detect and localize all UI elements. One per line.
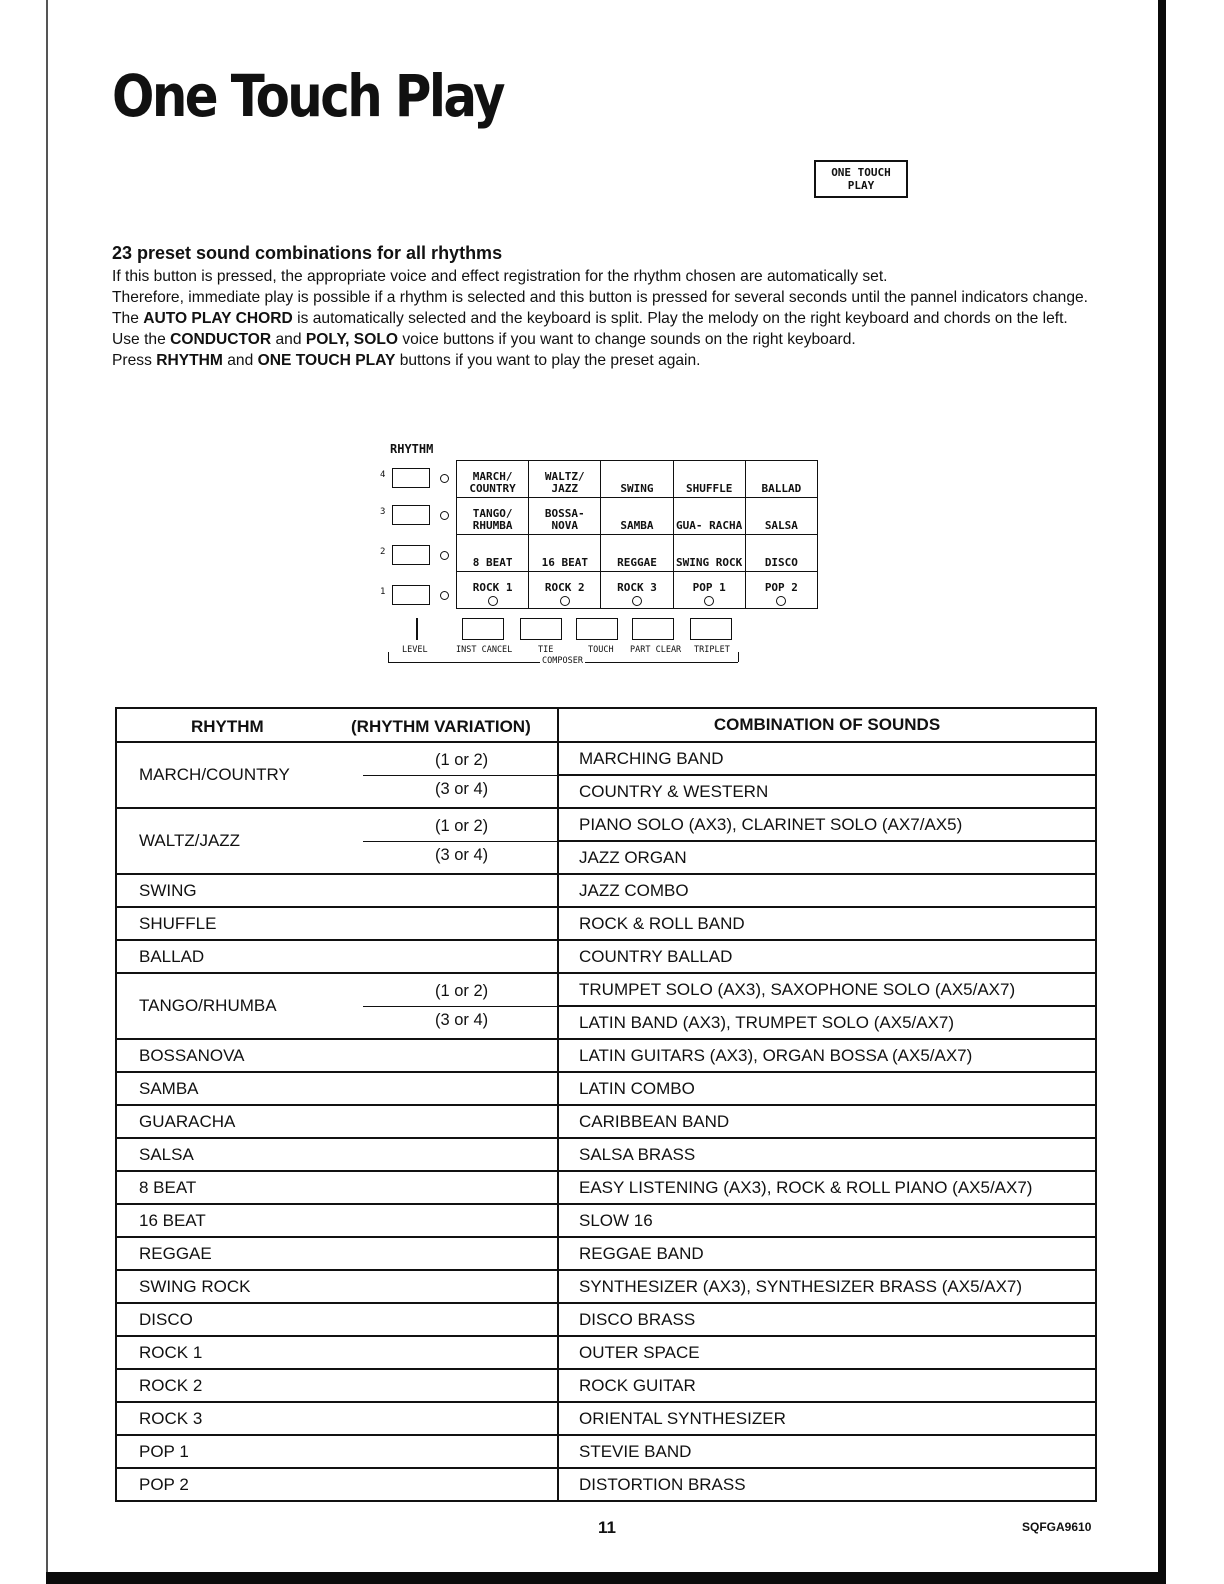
label-level: LEVEL: [402, 645, 428, 655]
rhythm-panel-diagram: [378, 440, 802, 670]
rhythm-cell: SWING ROCK: [673, 535, 745, 572]
table-row: [116, 1435, 1096, 1468]
rhythm-cell: SWING: [601, 461, 673, 498]
rhythm-name: GUARACHA: [139, 1111, 236, 1131]
sound-combination-cell: REGGAE BAND: [558, 1237, 1096, 1270]
led-indicator: [704, 596, 714, 606]
variation-divider: [363, 775, 557, 776]
rhythm-name: SWING: [139, 880, 197, 900]
rhythm-name: ROCK 1: [139, 1342, 203, 1362]
intro-paragraph: Therefore, immediate play is possible if a rhythm is selected and this button is pressed for several seconds until the pannel indicators change. The AUTO PLAY CHORD is automatically selected and the keyboard is split. Play the melody on the right keyboard and chords on the left.: [112, 289, 1088, 327]
page-edge-right: [1158, 0, 1166, 1584]
sound-combination-cell: DISCO BRASS: [558, 1303, 1096, 1336]
rhythm-cell: [116, 1072, 558, 1105]
rhythm-cell: SAMBA: [601, 498, 673, 535]
rhythm-name: 8 BEAT: [139, 1177, 197, 1197]
rhythm-name: POP 1: [139, 1441, 189, 1461]
rhythm-name: SAMBA: [139, 1078, 199, 1098]
rhythm-variation: (1 or 2): [435, 751, 489, 769]
sound-combination-cell: JAZZ ORGAN: [558, 841, 1096, 874]
panel-row-control: [378, 537, 456, 573]
composer-keys: [456, 618, 746, 644]
table-row: [116, 1105, 1096, 1138]
table-row: [116, 1171, 1096, 1204]
variation-divider: [363, 841, 557, 842]
rhythm-cell: [116, 1171, 558, 1204]
table-row: [116, 1303, 1096, 1336]
button-label-line-2: PLAY: [847, 179, 875, 192]
rhythm-variation: (3 or 4): [435, 846, 489, 864]
row-key: [392, 468, 430, 488]
variation-divider: [363, 1006, 557, 1007]
label-composer: COMPOSER: [542, 656, 583, 666]
sound-combination-cell: COUNTRY & WESTERN: [558, 775, 1096, 808]
table-row: [116, 742, 1096, 775]
composer-key: [576, 618, 618, 640]
rhythm-cell: BALLAD: [745, 461, 817, 498]
rhythm-name: ROCK 2: [139, 1375, 203, 1395]
table-row: [116, 1270, 1096, 1303]
intro-paragraph: Press RHYTHM and ONE TOUCH PLAY buttons if you want to play the preset again.: [112, 352, 701, 369]
rhythm-cell: [116, 874, 558, 907]
rhythm-cell: [116, 1435, 558, 1468]
rhythm-cell: [116, 1402, 558, 1435]
rhythm-name: TANGO/RHUMBA: [139, 996, 277, 1015]
rhythm-cell: [116, 1039, 558, 1072]
intro-paragraph: If this button is pressed, the appropriate voice and effect registration for the rhythm chosen are automatically set.: [112, 268, 888, 285]
sound-combination-cell: LATIN COMBO: [558, 1072, 1096, 1105]
rhythm-cell: [116, 907, 558, 940]
rhythm-cell: [116, 808, 558, 874]
table-row: [116, 874, 1096, 907]
sound-combination-cell: TRUMPET SOLO (AX3), SAXOPHONE SOLO (AX5/AX7): [558, 973, 1096, 1006]
sound-combination-cell: SALSA BRASS: [558, 1138, 1096, 1171]
rhythm-variation: (1 or 2): [435, 817, 489, 835]
rhythm-name: SALSA: [139, 1144, 194, 1164]
rhythm-name: BOSSANOVA: [139, 1045, 245, 1065]
row-indicator: [440, 551, 449, 560]
rhythm-cell: [116, 1270, 558, 1303]
table-row: [116, 907, 1096, 940]
led-indicator: [776, 596, 786, 606]
page-number: 11: [598, 1518, 616, 1537]
composer-key: [632, 618, 674, 640]
one-touch-play-button: [814, 160, 908, 198]
rhythm-name: MARCH/COUNTRY: [139, 765, 290, 784]
table-row: [116, 1072, 1096, 1105]
header-variation-label: (RHYTHM VARIATION): [351, 717, 531, 736]
table-row: [116, 1369, 1096, 1402]
rhythm-variation: (1 or 2): [435, 982, 489, 1000]
label-inst-cancel: INST CANCEL: [456, 645, 513, 655]
row-number: 4: [380, 470, 386, 480]
sound-combination-cell: ROCK GUITAR: [558, 1369, 1096, 1402]
header-rhythm-label: RHYTHM: [191, 717, 264, 736]
row-number: 2: [380, 547, 386, 557]
rhythm-cell: [116, 1138, 558, 1171]
rhythm-cell: [116, 1204, 558, 1237]
row-key: [392, 585, 430, 605]
row-number: 3: [380, 507, 386, 517]
row-key: [392, 505, 430, 525]
sound-combinations-table: [115, 707, 1097, 1502]
led-indicator: [488, 596, 498, 606]
header-combination: COMBINATION OF SOUNDS: [558, 708, 1096, 742]
rhythm-cell: 16 BEAT: [529, 535, 601, 572]
table-row: [116, 1237, 1096, 1270]
table-row: [116, 973, 1096, 1006]
page-edge-left: [46, 0, 48, 1584]
rhythm-cell: TANGO/ RHUMBA: [457, 498, 529, 535]
rhythm-cell: [116, 1303, 558, 1336]
rhythm-cell: POP 1: [673, 572, 745, 609]
button-label-line-1: ONE TOUCH: [831, 166, 891, 179]
rhythm-name: POP 2: [139, 1474, 189, 1494]
section-heading: 23 preset sound combinations for all rhythms: [112, 243, 503, 263]
rhythm-name: BALLAD: [139, 946, 205, 966]
row-indicator: [440, 511, 449, 520]
label-part-clear: PART CLEAR: [630, 645, 682, 655]
rhythm-cell: WALTZ/ JAZZ: [529, 461, 601, 498]
rhythm-cell: ROCK 3: [601, 572, 673, 609]
panel-row-control: [378, 577, 456, 613]
sound-combination-cell: SLOW 16: [558, 1204, 1096, 1237]
rhythm-cell: [116, 1105, 558, 1138]
table-row: [116, 940, 1096, 973]
table-row: [116, 1039, 1096, 1072]
rhythm-cell: BOSSA- NOVA: [529, 498, 601, 535]
row-number: 1: [380, 587, 386, 597]
sound-combination-cell: EASY LISTENING (AX3), ROCK & ROLL PIANO (AX5/AX7): [558, 1171, 1096, 1204]
rhythm-cell: [116, 1237, 558, 1270]
sound-combination-cell: LATIN GUITARS (AX3), ORGAN BOSSA (AX5/AX7): [558, 1039, 1096, 1072]
composer-key: [462, 618, 504, 640]
table-row: [116, 1402, 1096, 1435]
led-indicator: [560, 596, 570, 606]
rhythm-grid: [456, 460, 818, 609]
sound-combination-cell: ORIENTAL SYNTHESIZER: [558, 1402, 1096, 1435]
rhythm-cell: ROCK 2: [529, 572, 601, 609]
rhythm-name: REGGAE: [139, 1243, 212, 1263]
intro-text: [112, 266, 1102, 371]
rhythm-cell: [116, 742, 558, 808]
table-row: [116, 1336, 1096, 1369]
page-title: One Touch Play: [112, 62, 503, 130]
rhythm-name: 16 BEAT: [139, 1210, 206, 1230]
rhythm-variation: (3 or 4): [435, 1011, 489, 1029]
composer-key: [690, 618, 732, 640]
document-code: SQFGA9610: [1022, 1520, 1092, 1534]
rhythm-name: DISCO: [139, 1309, 193, 1329]
rhythm-name: WALTZ/JAZZ: [139, 831, 241, 850]
header-rhythm: [116, 708, 558, 742]
table-row: [116, 1204, 1096, 1237]
rhythm-name: ROCK 3: [139, 1408, 203, 1428]
row-indicator: [440, 591, 449, 600]
rhythm-cell: ROCK 1: [457, 572, 529, 609]
rhythm-cell: REGGAE: [601, 535, 673, 572]
sound-combination-cell: DISTORTION BRASS: [558, 1468, 1096, 1501]
rhythm-cell: [116, 1369, 558, 1402]
sound-combination-cell: PIANO SOLO (AX3), CLARINET SOLO (AX7/AX5): [558, 808, 1096, 841]
rhythm-cell: GUA- RACHA: [673, 498, 745, 535]
sound-combination-cell: OUTER SPACE: [558, 1336, 1096, 1369]
rhythm-name: SWING ROCK: [139, 1276, 251, 1296]
table-row: [116, 1468, 1096, 1501]
row-key: [392, 545, 430, 565]
bracket-tick: [738, 652, 739, 662]
composer-key: [520, 618, 562, 640]
row-indicator: [440, 474, 449, 483]
sound-combination-cell: MARCHING BAND: [558, 742, 1096, 775]
sound-combination-cell: CARIBBEAN BAND: [558, 1105, 1096, 1138]
led-indicator: [632, 596, 642, 606]
panel-row-control: [378, 497, 456, 533]
rhythm-cell: 8 BEAT: [457, 535, 529, 572]
page-edge-bottom: [46, 1572, 1166, 1584]
sound-combination-cell: ROCK & ROLL BAND: [558, 907, 1096, 940]
rhythm-cell: SALSA: [745, 498, 817, 535]
label-triplet: TRIPLET: [694, 645, 730, 655]
rhythm-cell: [116, 1336, 558, 1369]
table-row: [116, 1138, 1096, 1171]
rhythm-cell: DISCO: [745, 535, 817, 572]
rhythm-cell: [116, 940, 558, 973]
rhythm-cell: MARCH/ COUNTRY: [457, 461, 529, 498]
rhythm-name: SHUFFLE: [139, 913, 217, 933]
panel-row-control: [378, 460, 456, 496]
rhythm-cell: POP 2: [745, 572, 817, 609]
label-tie: TIE: [538, 645, 554, 655]
rhythm-cell: [116, 1468, 558, 1501]
label-touch: TOUCH: [588, 645, 614, 655]
rhythm-cell: [116, 973, 558, 1039]
bracket-tick: [388, 652, 389, 662]
table-header-row: [116, 708, 1096, 742]
rhythm-cell: SHUFFLE: [673, 461, 745, 498]
sound-combination-cell: LATIN BAND (AX3), TRUMPET SOLO (AX5/AX7): [558, 1006, 1096, 1039]
level-slider: [416, 618, 418, 640]
sound-combination-cell: JAZZ COMBO: [558, 874, 1096, 907]
intro-paragraph: Use the CONDUCTOR and POLY, SOLO voice buttons if you want to change sounds on the right keyboard.: [112, 331, 856, 348]
rhythm-variation: (3 or 4): [435, 780, 489, 798]
sound-combination-cell: COUNTRY BALLAD: [558, 940, 1096, 973]
sound-combination-cell: STEVIE BAND: [558, 1435, 1096, 1468]
table-row: [116, 808, 1096, 841]
panel-rhythm-label: RHYTHM: [390, 442, 434, 456]
sound-combination-cell: SYNTHESIZER (AX3), SYNTHESIZER BRASS (AX5/AX7): [558, 1270, 1096, 1303]
